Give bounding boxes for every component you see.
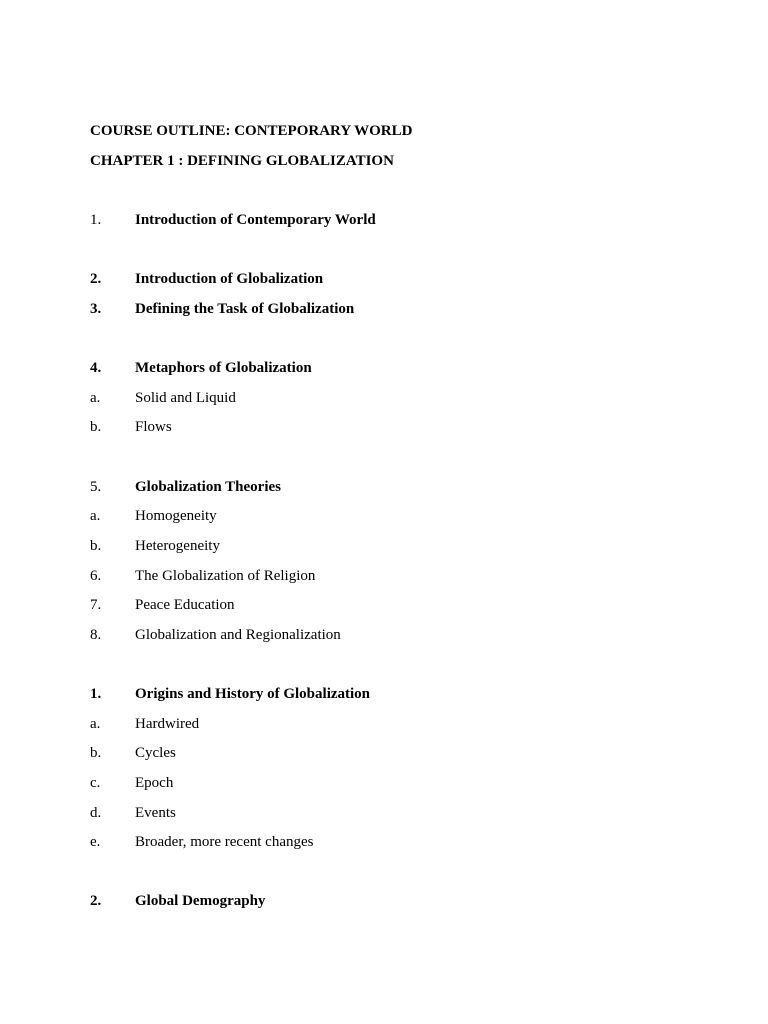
item-number: 4. bbox=[90, 360, 102, 376]
item-text: Homogeneity bbox=[135, 508, 217, 524]
item-number: 6. bbox=[90, 568, 102, 584]
item-text: Solid and Liquid bbox=[135, 390, 236, 406]
item-text: Epoch bbox=[135, 775, 174, 791]
item-text: Origins and History of Globalization bbox=[135, 686, 371, 702]
item-number: b. bbox=[90, 538, 102, 554]
item-number: 8. bbox=[90, 627, 102, 643]
item-number: 7. bbox=[90, 597, 102, 613]
item-number: 1. bbox=[90, 212, 102, 228]
item-text: Flows bbox=[135, 419, 172, 435]
chapter-title: CHAPTER 1 : DEFINING GLOBALIZATION bbox=[90, 153, 394, 169]
item-text: Events bbox=[135, 805, 176, 821]
item-number: b. bbox=[90, 419, 102, 435]
item-text: Peace Education bbox=[135, 597, 235, 613]
item-text: Hardwired bbox=[135, 716, 200, 732]
item-number: b. bbox=[90, 745, 102, 761]
item-number: 1. bbox=[90, 686, 102, 702]
item-number: c. bbox=[90, 775, 101, 791]
item-text: Heterogeneity bbox=[135, 538, 220, 554]
item-number: d. bbox=[90, 805, 102, 821]
item-text: Globalization and Regionalization bbox=[135, 627, 341, 643]
item-number: 2. bbox=[90, 893, 102, 909]
item-text: Introduction of Globalization bbox=[135, 271, 324, 287]
item-number: e. bbox=[90, 834, 101, 850]
item-text: Introduction of Contemporary World bbox=[135, 212, 376, 228]
item-number: 2. bbox=[90, 271, 102, 287]
item-number: 3. bbox=[90, 301, 102, 317]
item-text: Cycles bbox=[135, 745, 176, 761]
item-number: a. bbox=[90, 716, 101, 732]
item-number: a. bbox=[90, 390, 101, 406]
item-text: Globalization Theories bbox=[135, 479, 281, 495]
item-text: Defining the Task of Globalization bbox=[135, 301, 355, 317]
item-number: a. bbox=[90, 508, 101, 524]
item-text: Metaphors of Globalization bbox=[135, 360, 312, 376]
course-title: COURSE OUTLINE: CONTEPORARY WORLD bbox=[90, 123, 413, 139]
item-text: Broader, more recent changes bbox=[135, 834, 314, 850]
item-text: The Globalization of Religion bbox=[135, 568, 316, 584]
item-text: Global Demography bbox=[135, 893, 266, 909]
item-number: 5. bbox=[90, 479, 102, 495]
